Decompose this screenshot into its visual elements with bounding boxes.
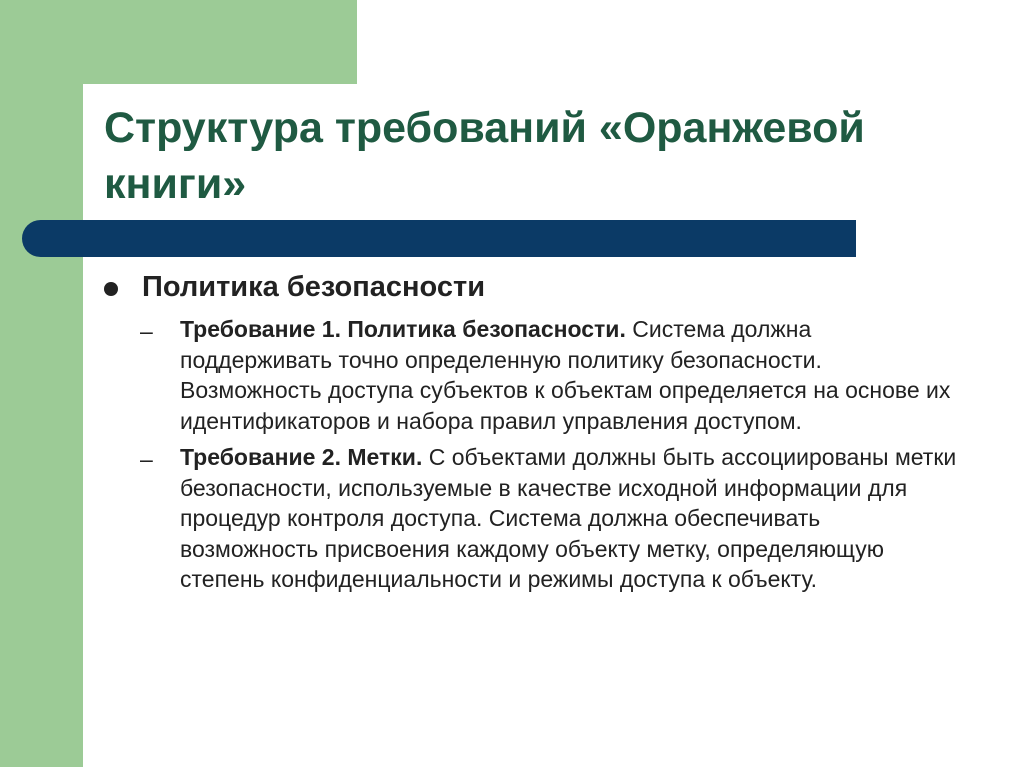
requirement-body: С объектами должны быть ассоциированы метки безопасности, используемые в качестве исходной информации для процедур контроля доступа. Система должна обеспечивать возможность присвоения каждому объекту метку, определяющую степень конфиденциальности и режимы доступа к объекту. <box>180 444 957 592</box>
left-green-accent <box>0 0 83 767</box>
requirement-text <box>180 442 960 595</box>
requirement-heading: Требование 1. Политика безопасности. <box>180 316 626 342</box>
requirement-item <box>104 442 984 595</box>
requirement-body: Система должна поддерживать точно определенную политику безопасности. Возможность доступа субъектов к объектам определяется на основе их идентификаторов и набора правил управления доступом. <box>180 316 951 434</box>
title-underline-bar <box>22 220 856 257</box>
dash-marker: – <box>140 446 153 472</box>
requirement-text <box>180 314 960 436</box>
slide-content <box>104 268 984 601</box>
bullet-text: Политика безопасности <box>142 271 486 303</box>
bullet-item <box>104 268 984 306</box>
dash-marker: – <box>140 318 153 344</box>
top-green-accent <box>0 0 357 84</box>
requirements-list <box>104 314 984 595</box>
requirement-item <box>104 314 984 436</box>
bullet-dot-icon <box>104 282 118 296</box>
slide-title: Структура требований «Оранжевой книги» <box>104 104 865 208</box>
requirement-heading: Требование 2. Метки. <box>180 444 423 470</box>
